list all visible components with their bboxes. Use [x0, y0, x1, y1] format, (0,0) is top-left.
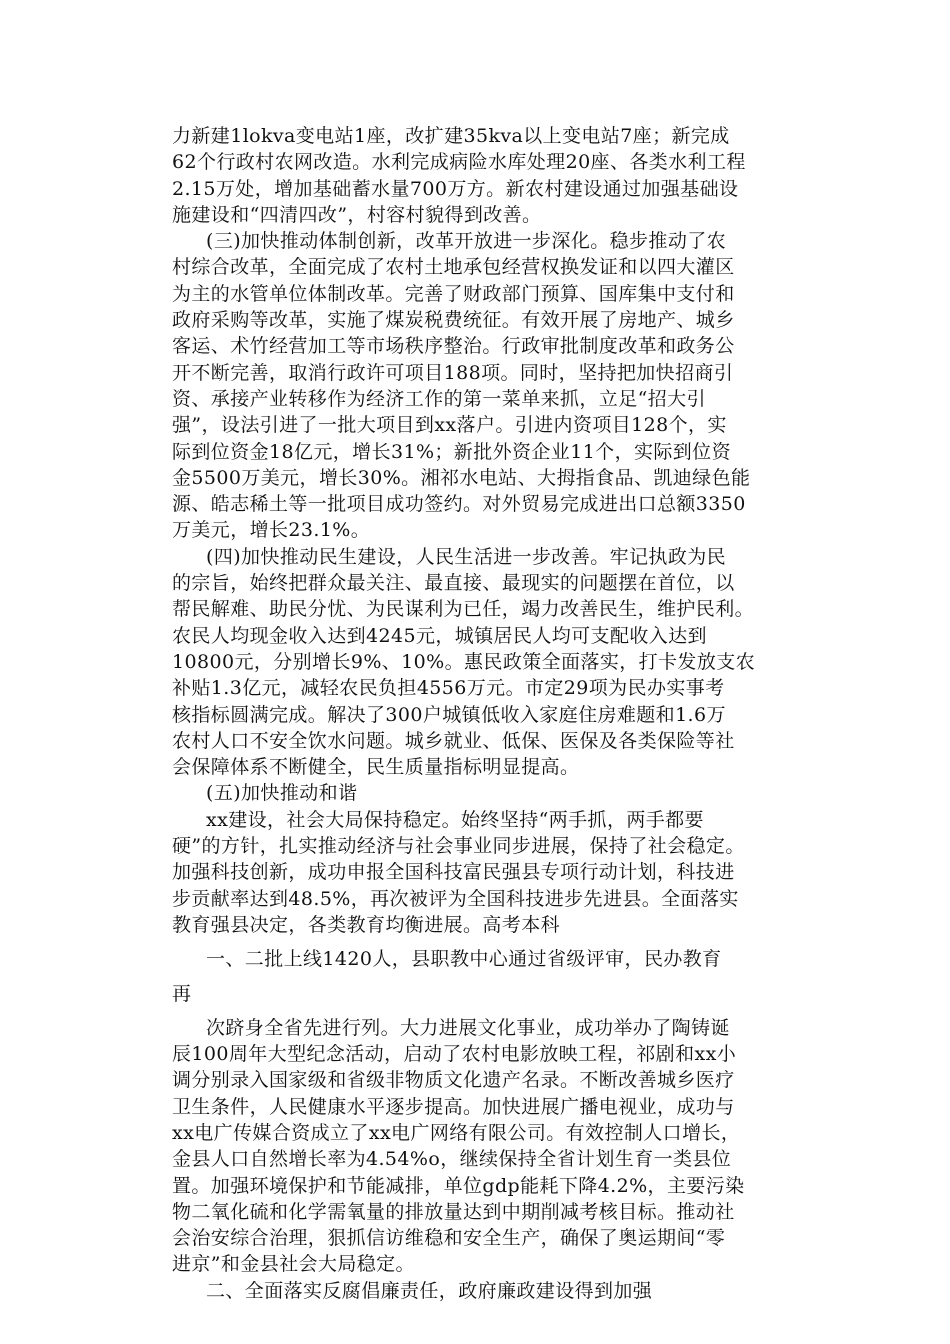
- text-line: 施建设和“四清四改”，村容村貌得到改善。: [172, 203, 542, 226]
- text-line: 金县人口自然增长率为4.54%o，继续保持全省计划生育一类县位: [172, 1148, 732, 1171]
- text-line: 开不断完善，取消行政许可项目188项。同时，坚持把加快招商引: [172, 361, 734, 384]
- text-line: 金5500万美元，增长30%。湘祁水电站、大拇指食品、凯迪绿色能: [172, 466, 751, 489]
- text-line: 进京”和金县社会大局稳定。: [172, 1253, 415, 1276]
- text-line: 农村人口不安全饮水问题。城乡就业、低保、医保及各类保险等社: [172, 729, 735, 752]
- text-line: 物二氧化硫和化学需氧量的排放量达到中期削减考核目标。推动社: [172, 1200, 735, 1223]
- text-line: 辰100周年大型纪念活动，启动了农村电影放映工程，祁剧和xx小: [172, 1043, 737, 1066]
- text-line: 教育强县决定，各类教育均衡进展。高考本科: [172, 913, 561, 936]
- text-line: 10800元，分别增长9%、10%。惠民政策全面落实，打卡发放支农: [172, 650, 756, 673]
- text-line: xx建设，社会大局保持稳定。始终坚持“两手抓，两手都要: [206, 808, 704, 831]
- text-line: xx电广传媒合资成立了xx电广网络有限公司。有效控制人口增长，: [172, 1121, 741, 1144]
- text-line: 一、二批上线1420人，县职教中心通过省级评审，民办教育: [206, 948, 722, 971]
- text-line: (三)加快推动体制创新，改革开放进一步深化。稳步推动了农: [206, 230, 727, 253]
- text-line: 2.15万处，增加基础蓄水量700万方。新农村建设通过加强基础设: [172, 177, 739, 200]
- text-line: 补贴1.3亿元，减轻农民负担4556万元。市定29项为民办实事考: [172, 677, 725, 700]
- text-line: 的宗旨，始终把群众最关注、最直接、最现实的问题摆在首位，以: [172, 572, 735, 595]
- text-line: (五)加快推动和谐: [206, 782, 358, 805]
- text-line: 步贡献率达到48.5%，再次被评为全国科技进步先进县。全面落实: [172, 887, 739, 910]
- text-line: 置。加强环境保护和节能减排，单位gdp能耗下降4.2%，主要污染: [172, 1174, 745, 1197]
- text-line: 源、皓志稀土等一批项目成功签约。对外贸易完成进出口总额3350: [172, 493, 746, 516]
- text-line: 强”，设法引进了一批大项目到xx落户。引进内资项目128个，实: [172, 414, 727, 437]
- text-line: 62个行政村农网改造。水利完成病险水库处理20座、各类水利工程: [172, 151, 746, 174]
- text-line: 际到位资金18亿元，增长31%；新批外资企业11个，实际到位资: [172, 440, 731, 463]
- text-line: 资、承接产业转移作为经济工作的第一菜单来抓，立足“招大引: [172, 387, 706, 410]
- text-line: 力新建1lokva变电站1座，改扩建35kva以上变电站7座；新完成: [172, 125, 730, 147]
- text-line: 再: [172, 982, 192, 1005]
- text-line: 加强科技创新，成功申报全国科技富民强县专项行动计划，科技进: [172, 861, 735, 884]
- text-line: 帮民解难、助民分忧、为民谋利为已任，竭力改善民生，维护民利。: [172, 598, 755, 621]
- text-line: 农民人均现金收入达到4245元，城镇居民人均可支配收入达到: [172, 624, 707, 647]
- text-line: 村综合改革，全面完成了农村土地承包经营权换发证和以四大灌区: [172, 256, 735, 279]
- text-line: 卫生条件，人民健康水平逐步提高。加快进展广播电视业，成功与: [172, 1095, 735, 1118]
- text-line: 万美元，增长23.1%。: [172, 519, 371, 542]
- text-line: 政府采购等改革，实施了煤炭税费统征。有效开展了房地产、城乡: [172, 309, 735, 332]
- text-line: 客运、术竹经营加工等市场秩序整治。行政审批制度改革和政务公: [172, 335, 735, 358]
- text-line: 会治安综合治理，狠抓信访维稳和安全生产，确保了奥运期间“零: [172, 1227, 726, 1250]
- text-line: 二、全面落实反腐倡廉责任，政府廉政建设得到加强: [206, 1279, 653, 1302]
- text-line: 硬”的方针，扎实推动经济与社会事业同步进展，保持了社会稳定。: [172, 835, 745, 858]
- text-line: 会保障体系不断健全，民生质量指标明显提高。: [172, 756, 580, 779]
- text-line: 次跻身全省先进行列。大力进展文化事业，成功举办了陶铸诞: [206, 1016, 730, 1039]
- text-line: (四)加快推动民生建设，人民生活进一步改善。牢记执政为民: [206, 545, 727, 568]
- text-line: 核指标圆满完成。解决了300户城镇低收入家庭住房难题和1.6万: [172, 703, 726, 726]
- text-line: 调分别录入国家级和省级非物质文化遗产名录。不断改善城乡医疗: [172, 1069, 735, 1092]
- text-line: 为主的水管单位体制改革。完善了财政部门预算、国库集中支付和: [172, 282, 735, 305]
- document-body: [172, 123, 812, 1304]
